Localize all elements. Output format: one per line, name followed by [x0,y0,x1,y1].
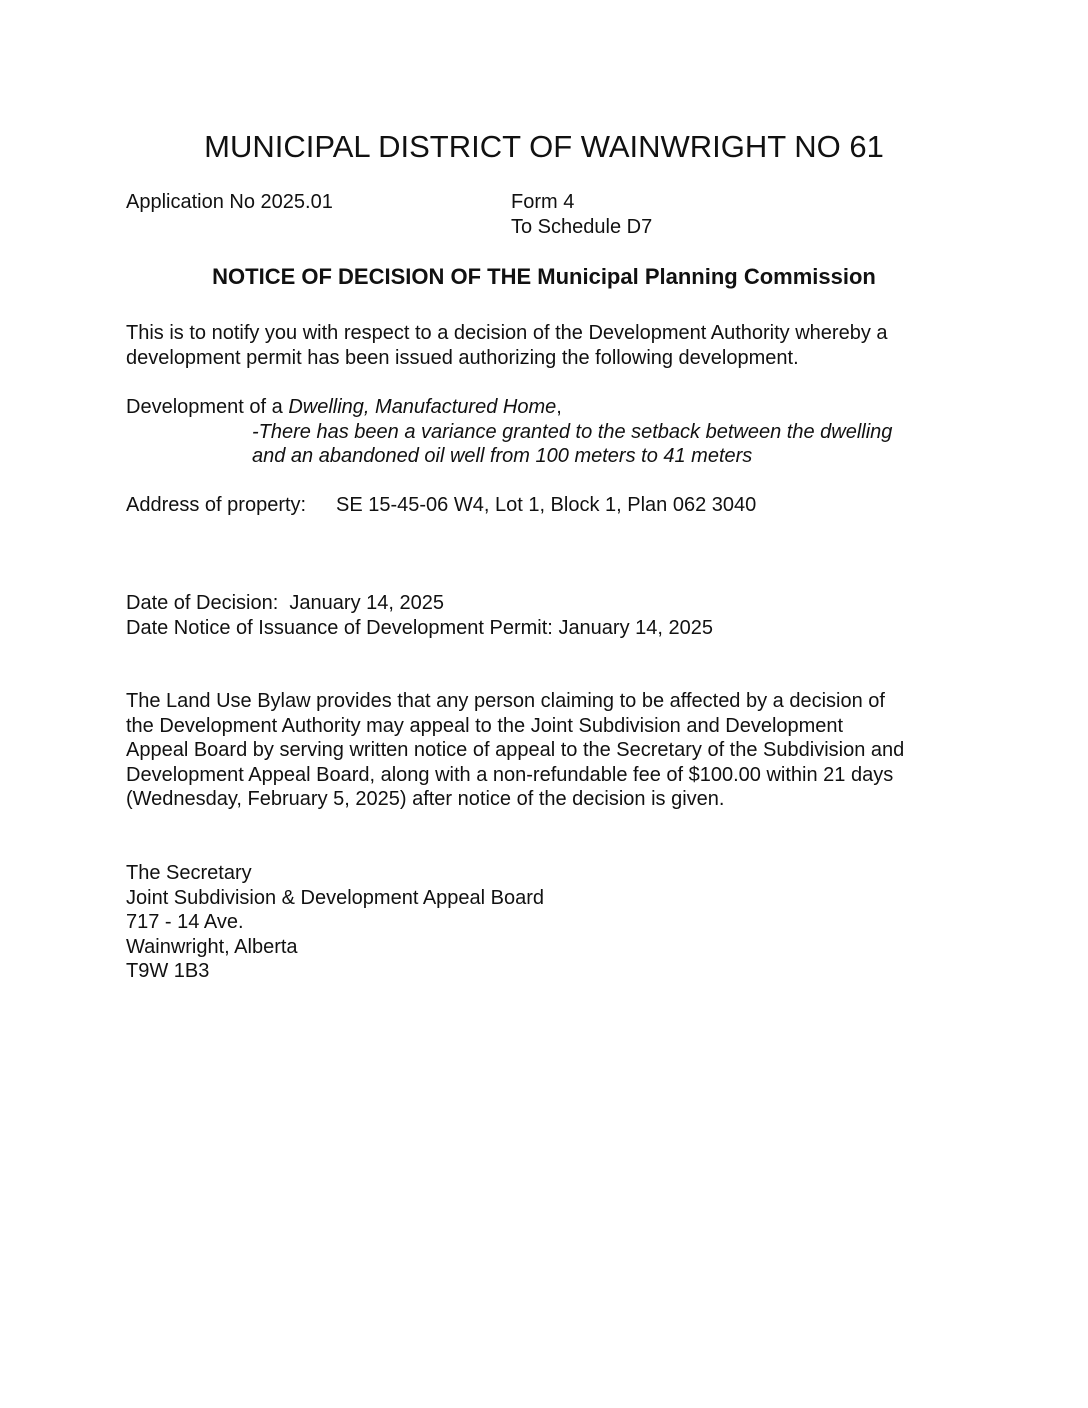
development-suffix: , [556,396,562,418]
appeal-paragraph [126,689,904,812]
development-prefix: Development of a [126,396,289,418]
dates-section [126,591,713,640]
intro-line: development permit has been issued authorizing the following development. [126,346,799,369]
application-number: Application No 2025.01 [126,191,333,213]
issuance-date-value: January 14, 2025 [558,616,713,639]
appeal-line: Appeal Board by serving written notice of appeal to the Secretary of the Subdivision and [126,739,905,761]
document-title: MUNICIPAL DISTRICT OF WAINWRIGHT NO 61 [204,129,884,164]
intro-line: This is to notify you with respect to a decision of the Development Authority whereby a [126,322,888,344]
development-line [126,395,892,420]
notice-heading: NOTICE OF DECISION OF THE Municipal Planning Commission [212,264,876,289]
issuance-date-line [126,616,713,641]
variance-line: and an abandoned oil well from 100 meters to 41 meters [252,445,753,467]
address-label: Address of property: [126,494,307,516]
city-province: Wainwright, Alberta [126,935,298,958]
street-address: 717 - 14 Ave. [126,911,244,933]
address-value: SE 15-45-06 W4, Lot 1, Block 1, Plan 062 3040 [336,494,757,516]
postal-code: T9W 1B3 [126,960,210,982]
development-type: Dwelling, Manufactured Home [288,396,557,418]
issuance-date-label: Date Notice of Issuance of Development Permit: [126,616,553,639]
form-schedule: To Schedule D7 [511,215,653,238]
appeal-line: the Development Authority may appeal to the Joint Subdivision and Development [126,714,844,737]
decision-date-value: January 14, 2025 [289,592,444,614]
board-name: Joint Subdivision & Development Appeal Board [126,886,545,909]
decision-date-label: Date of Decision: [126,592,279,614]
appeal-line: The Land Use Bylaw provides that any person claiming to be affected by a decision of [126,690,885,712]
secretary-title: The Secretary [126,862,252,884]
variance-line: -There has been a variance granted to the setback between the dwelling [252,420,893,443]
form-number: Form 4 [511,191,575,213]
intro-paragraph [126,321,888,370]
appeal-line: (Wednesday, February 5, 2025) after notice of the decision is given. [126,788,725,810]
decision-date-line [126,591,713,616]
form-reference [511,190,652,239]
development-description [126,395,892,469]
secretary-address [126,861,544,984]
appeal-line: Development Appeal Board, along with a non-refundable fee of $100.00 within 21 days [126,763,894,786]
